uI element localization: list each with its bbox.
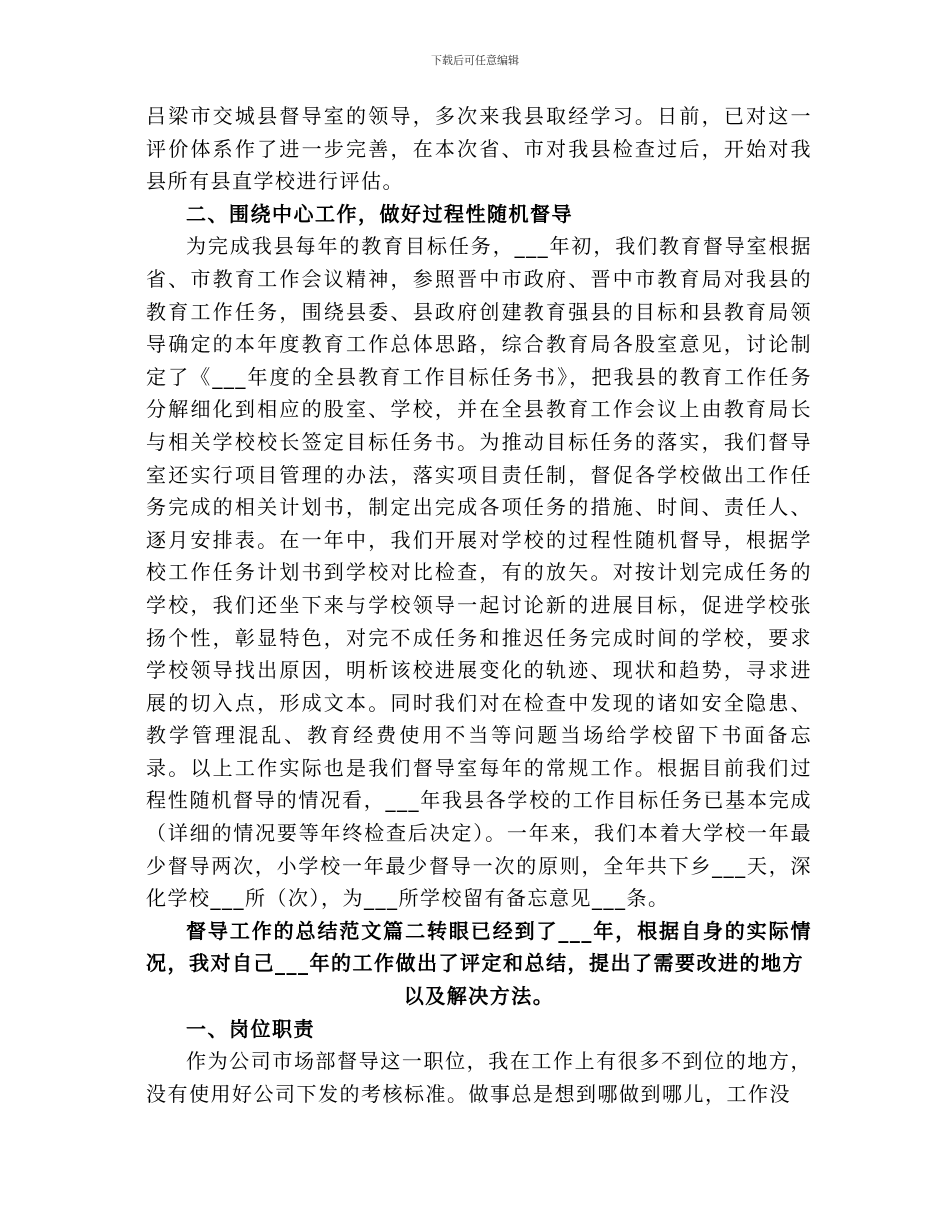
page-header: 下载后可任意编辑 [431,54,519,67]
article-title-line-1: 督导工作的总结范文篇二转眼已经到了___年，根据自身的实际情况，我对自己___年的工作做出了评定和总结，提出了需要改进的地方 [146,918,812,976]
paragraph-supervision: 为完成我县每年的教育目标任务，___年初，我们教育督导室根据省、市教育工作会议精神，参照晋中市政府、晋中市教育局对我县的教育工作任务，围绕县委、县政府创建教育强县的目标和县教育局领导确定的本年度教育工作总体思路，综合教育局各股室意见，讨论制定了《___年度的全县教育工作目标任务书》，把我县的教育工作任务分解细化到相应的股室、学校，并在全县教育工作会议上由教育局长与相关学校校长签定目标任务书。为推动目标任务的落实，我们督导室还实行项目管理的办法，落实项目责任制，督促各学校做出工作任务完成的相关计划书，制定出完成各项任务的措施、时间、责任人、逐月安排表。在一年中，我们开展对学校的过程性随机督导，根据学校工作任务计划书到学校对比检查，有的放矢。对按计划完成任务的学校，我们还坐下来与学校领导一起讨论新的进展目标，促进学校张扬个性，彰显特色，对完不成任务和推迟任务完成时间的学校，要求学校领导找出原因，明析该校进展变化的轨迹、现状和趋势，寻求进展的切入点，形成文本。同时我们对在检查中发现的诸如安全隐患、教学管理混乱、教育经费使用不当等问题当场给学校留下书面备忘录。以上工作实际也是我们督导室每年的常规工作。根据目前我们过程性随机督导的情况看，___年我县各学校的工作目标任务已基本完成（详细的情况要等年终检查后决定）。一年来，我们本着大学校一年最少督导两次，小学校一年最少督导一次的原则，全年共下乡___天，深化学校___所（次），为___所学校留有备忘意见___条。 [146,234,812,911]
document-body [146,100,812,1110]
section-heading-2: 二、围绕中心工作，做好过程性随机督导 [186,201,573,226]
section-heading-job: 一、岗位职责 [186,1016,315,1041]
article-title-line-2: 以及解决方法。 [403,984,555,1009]
paragraph-continued: 吕梁市交城县督导室的领导，多次来我县取经学习。日前，已对这一评价体系作了进一步完善，在本次省、市对我县检查过后，开始对我县所有县直学校进行评估。 [146,104,812,194]
paragraph-job-duties: 作为公司市场部督导这一职位，我在工作上有很多不到位的地方，没有使用好公司下发的考核标准。做事总是想到哪做到哪儿，工作没 [146,1049,812,1106]
